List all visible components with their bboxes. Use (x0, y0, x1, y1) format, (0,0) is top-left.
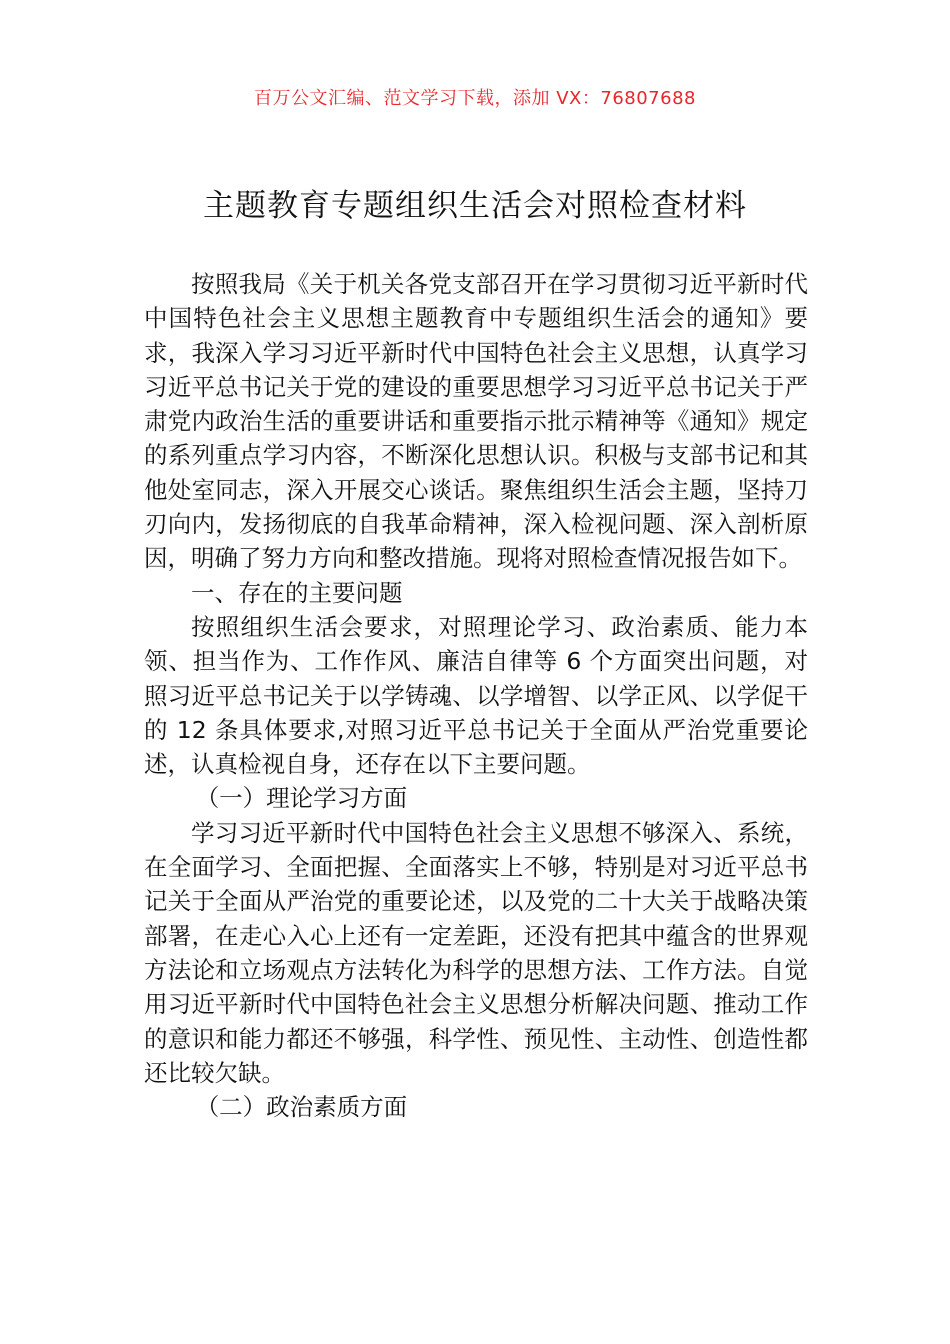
subsection-heading-theory-study: （一）理论学习方面 (195, 784, 408, 813)
intro-paragraph: 按照我局《关于机关各党支部召开在学习贯彻习近平新时代中国特色社会主义思想主题教育中专题组织生活会的通知》要求，我深入学习习近平新时代中国特色社会主义思想，认真学习习近平总书记关于党的建设的重要思想学习习近平总书记关于严肃党内政治生活的重要讲话和重要指示批示精神等《通知》规定的系列重点学习内容，不断深化思想认识。积极与支部书记和其他处室同志，深入开展交心谈话。聚焦组织生活会主题，坚持刀刃向内，发扬彻底的自我革命精神，深入检视问题、深入剖析原因，明确了努力方向和整改措施。现将对照检查情况报告如下。 (144, 270, 808, 573)
watermark-header: 百万公文汇编、范文学习下载，添加 VX：76807688 (254, 88, 696, 109)
problems-paragraph: 按照组织生活会要求，对照理论学习、政治素质、能力本领、担当作为、工作作风、廉洁自律等 6 个方面突出问题，对照习近平总书记关于以学铸魂、以学增智、以学正风、以学促干的 12 条具体要求,对照习近平总书记关于全面从严治党重要论述，认真检视自身，还存在以下主要问题。 (144, 612, 808, 779)
subsection-heading-political-quality: （二）政治素质方面 (195, 1093, 408, 1122)
document-body (144, 267, 808, 1124)
theory-study-paragraph: 学习习近平新时代中国特色社会主义思想不够深入、系统，在全面学习、全面把握、全面落实上不够，特别是对习近平总书记关于全面从严治党的重要论述，以及党的二十大关于战略决策部署，在走心入心上还有一定差距，还没有把其中蕴含的世界观方法论和立场观点方法转化为科学的思想方法、工作方法。自觉用习近平新时代中国特色社会主义思想分析解决问题、推动工作的意识和能力都还不够强，科学性、预见性、主动性、创造性都还比较欠缺。 (144, 818, 808, 1087)
document-title: 主题教育专题组织生活会对照检查材料 (203, 188, 747, 224)
section-heading-main-problems: 一、存在的主要问题 (191, 578, 403, 607)
